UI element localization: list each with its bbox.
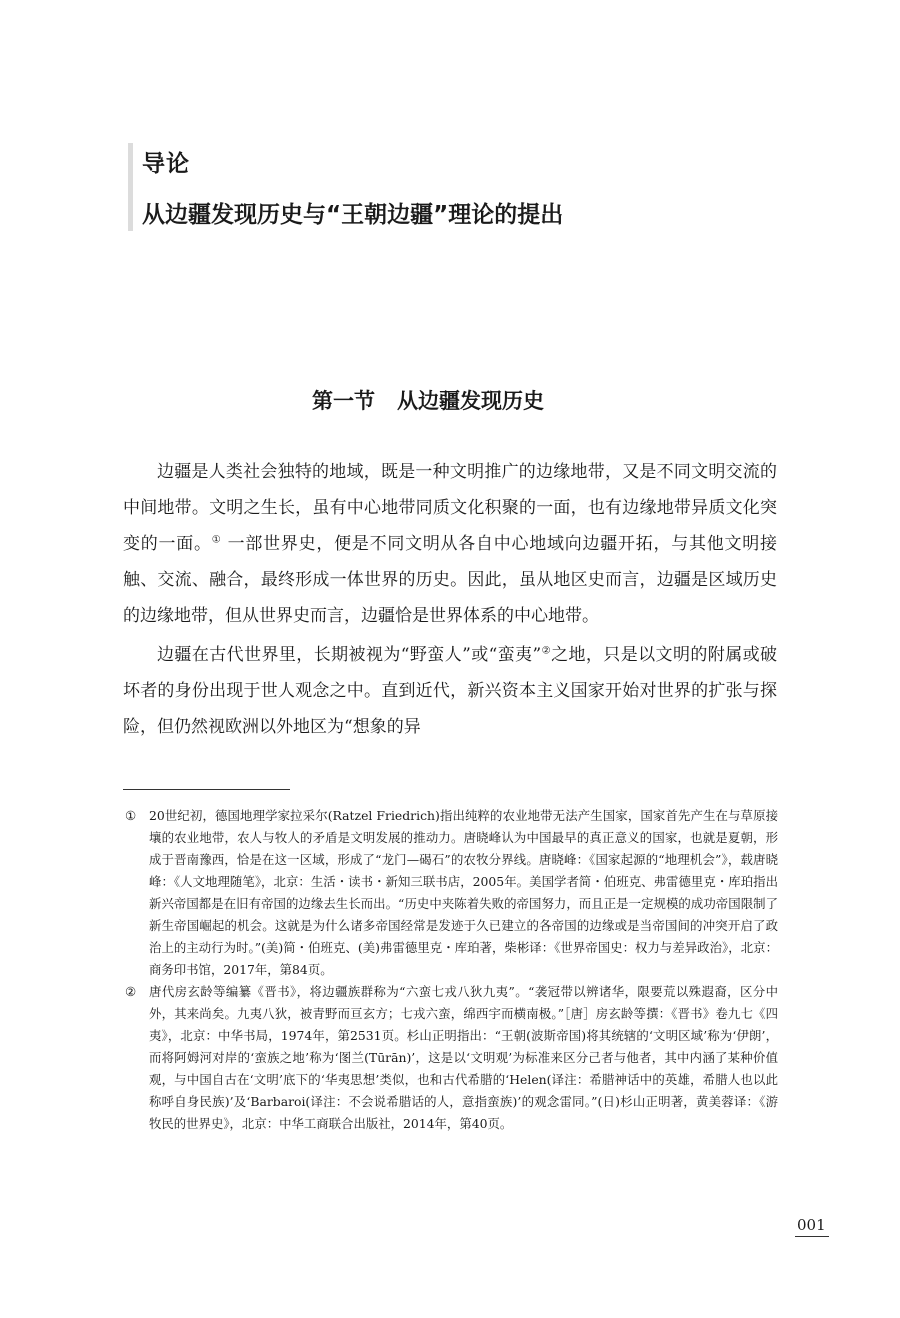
paragraph-text: 边疆是人类社会独特的地域，既是一种文明推广的边缘地带，又是不同文明交流的中间地带。文明之生长，虽有中心地带同质文化积聚的一面，也有边缘地带异质文化突变的一面。 (123, 462, 777, 554)
footnote-text: 20世纪初，德国地理学家拉采尔(Ratzel Friedrich)指出纯粹的农业地带无法产生国家，国家首先产生在与草原接壤的农业地带，农人与牧人的矛盾是文明发展的推动力。唐晓峰认为中国最早的真正意义的国家，也就是夏朝，形成于晋南豫西，恰是在这一区域，形成了“龙门—碣石”的农牧分界线。唐晓峰：《国家起源的“地理机会”》，载唐晓峰：《人文地理随笔》，北京：生活・读书・新知三联书店，2005年。美国学者简・伯班克、弗雷德里克・库珀指出新兴帝国都是在旧有帝国的边缘去生长而出。“历史中夹陈着失败的帝国努力，而且正是一定规模的成功帝国限制了新生帝国崛起的机会。这就是为什么诸多帝国经常是发迹于久已建立的各帝国的边缘或是当帝国间的冲突开启了政治上的主动行为时。”(美)简・伯班克、(美)弗雷德里克・库珀著，柴彬译：《世界帝国史：权力与差异政治》，北京：商务印书馆，2017年，第84页。 (149, 808, 778, 977)
section-number: 第一节 (312, 389, 375, 413)
footnote (123, 805, 778, 981)
footnote-ref[interactable]: ① (211, 534, 222, 546)
chapter-title: 从边疆发现历史与“王朝边疆”理论的提出 (142, 202, 564, 228)
section-heading (312, 385, 544, 415)
page-number-underline (795, 1236, 829, 1237)
section-title: 从边疆发现历史 (397, 389, 544, 413)
chapter-label: 导论 (142, 151, 190, 177)
footnotes (123, 805, 778, 1135)
footnote (123, 981, 778, 1135)
footnote-ref[interactable]: ② (541, 645, 552, 657)
chapter-heading (128, 143, 828, 235)
body-text (123, 454, 777, 748)
chapter-accent-bar (128, 143, 133, 231)
paragraph (123, 454, 777, 634)
footnote-marker: ① (125, 808, 137, 823)
paragraph-text: 一部世界史，便是不同文明从各自中心地域向边疆开拓，与其他文明接触、交流、融合，最终形成一体世界的历史。因此，虽从地区史而言，边疆是区域历史的边缘地带，但从世界史而言，边疆恰是世界体系的中心地带。 (123, 534, 778, 626)
paragraph (123, 637, 777, 745)
page-number: 001 (797, 1216, 826, 1234)
paragraph-text: 边疆在古代世界里，长期被视为“野蛮人”或“蛮夷” (157, 645, 542, 665)
footnote-marker: ② (125, 984, 137, 999)
footnote-divider (123, 789, 290, 790)
footnote-text: 唐代房玄龄等编纂《晋书》，将边疆族群称为“六蛮七戎八狄九夷”。“袭冠带以辨诸华，限要荒以殊遐裔，区分中外，其来尚矣。九夷八狄，被青野而亘玄方；七戎六蛮，绵西宇而横南极。”［唐］房玄龄等撰：《晋书》卷九七《四夷》，北京：中华书局，1974年，第2531页。杉山正明指出：“王朝(波斯帝国)将其统辖的‘文明区域’称为‘伊朗’，而将阿姆河对岸的‘蛮族之地’称为‘图兰(Tūrān)’，这是以‘文明观’为标准来区分己者与他者，其中内涵了某种价值观，与中国自古在‘文明’底下的‘华夷思想’类似，也和古代希腊的‘Helen(译注：希腊神话中的英雄，希腊人也以此称呼自身民族)’及‘Barbaroi(译注：不会说希腊话的人，意指蛮族)’的观念雷同。”(日)杉山正明著，黄美蓉译：《游牧民的世界史》，北京：中华工商联合出版社，2014年，第40页。 (149, 984, 778, 1131)
paragraph-text: 之地，只是以文明的附属或破坏者的身份出现于世人观念之中。直到近代，新兴资本主义国家开始对世界的扩张与探险，但仍然视欧洲以外地区为“想象的异 (123, 645, 778, 737)
